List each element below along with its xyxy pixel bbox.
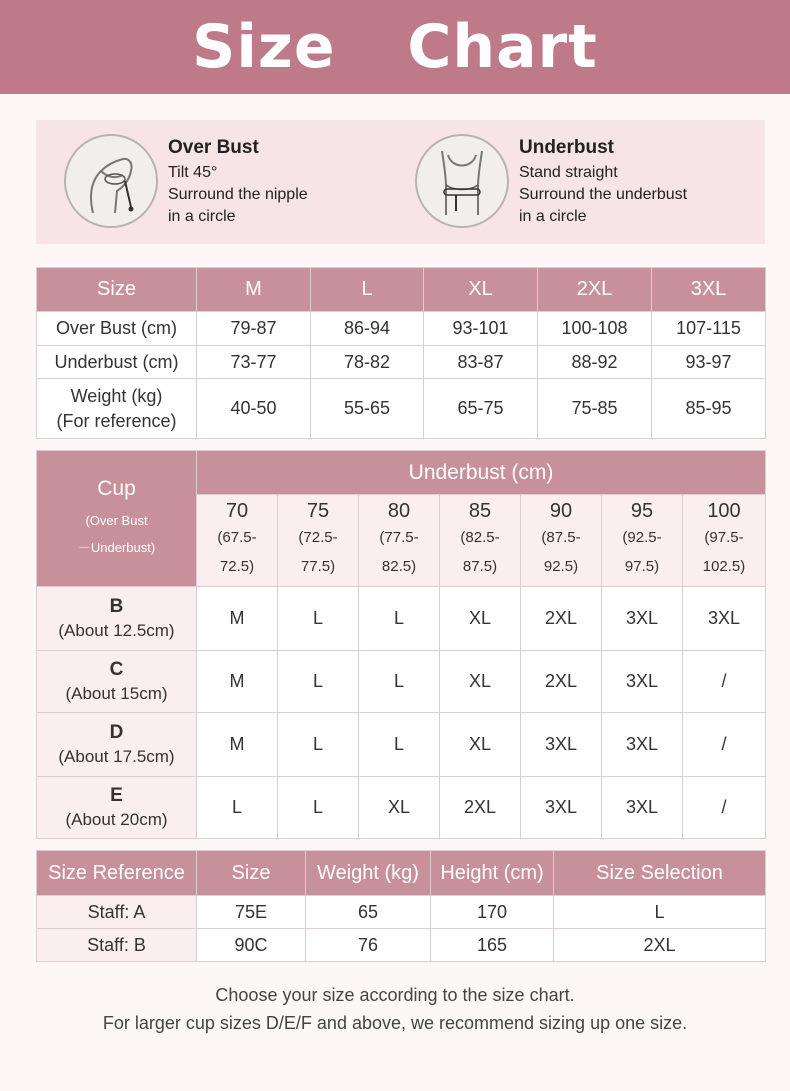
table-cell: 73-77 <box>197 346 311 379</box>
table-cell: 170 <box>431 896 554 929</box>
table-cell: 2XL <box>554 929 766 962</box>
table-cell: 75E <box>197 896 306 929</box>
table-cell: XL <box>440 713 521 777</box>
table-cell: 2XL <box>440 777 521 839</box>
table-row <box>37 379 766 439</box>
cup-label <box>37 713 197 777</box>
cup-subtitle-2: －Underbust) <box>77 539 156 555</box>
underbust-line-1: Stand straight <box>519 164 618 181</box>
underbust-col <box>359 495 440 587</box>
table-cell: / <box>683 651 766 713</box>
measurement-guide <box>36 120 765 244</box>
col-range: 77.5) <box>300 558 336 575</box>
table-header-row <box>37 851 766 896</box>
underbust-figure-icon <box>415 134 509 228</box>
header-l: L <box>311 268 424 312</box>
header-banner <box>0 0 790 94</box>
table-cell: M <box>197 651 278 713</box>
table-cell: XL <box>440 587 521 651</box>
table-cell: / <box>683 777 766 839</box>
table-cell: 3XL <box>521 713 602 777</box>
col-range: (97.5- <box>704 529 744 546</box>
col-value: 75 <box>306 500 330 522</box>
header-3xl: 3XL <box>652 268 766 312</box>
col-range: 92.5) <box>543 558 579 575</box>
col-range: (87.5- <box>541 529 581 546</box>
col-value: 80 <box>387 500 411 522</box>
table-cell: 65 <box>306 896 431 929</box>
table-cell: 90C <box>197 929 306 962</box>
footer-note-2: For larger cup sizes D/E/F and above, we recommend sizing up one size. <box>102 1013 688 1033</box>
cup-letter: C <box>109 658 124 680</box>
table-cell: / <box>683 713 766 777</box>
size-measurement-table <box>36 267 766 439</box>
underbust-line-3: in a circle <box>519 208 587 225</box>
underbust-col <box>197 495 278 587</box>
table-row <box>37 896 766 929</box>
table-cell: L <box>359 713 440 777</box>
table-cell: XL <box>359 777 440 839</box>
over-bust-line-1: Tilt 45° <box>168 164 218 181</box>
table-cell: 85-95 <box>652 379 766 439</box>
cup-note: (About 20cm) <box>65 809 168 829</box>
header-height: Height (cm) <box>431 851 554 896</box>
table-row <box>37 929 766 962</box>
page-title: Size Chart <box>192 12 598 82</box>
footer-note-1: Choose your size according to the size chart. <box>215 985 575 1005</box>
row-label-line-1: Weight (kg) <box>70 385 163 406</box>
col-range: (92.5- <box>622 529 662 546</box>
table-cell: 93-97 <box>652 346 766 379</box>
cup-note: (About 12.5cm) <box>58 620 175 640</box>
table-cell: 75-85 <box>538 379 652 439</box>
table-cell: 86-94 <box>311 312 424 346</box>
table-cell: 79-87 <box>197 312 311 346</box>
underbust-line-2: Surround the underbust <box>519 186 688 203</box>
table-cell: 107-115 <box>652 312 766 346</box>
table-cell: 76 <box>306 929 431 962</box>
table-cell: L <box>278 651 359 713</box>
cup-note: (About 15cm) <box>65 683 168 703</box>
cup-label <box>37 777 197 839</box>
table-cell: 3XL <box>521 777 602 839</box>
table-row <box>37 777 766 839</box>
header-2xl: 2XL <box>538 268 652 312</box>
table-row <box>37 346 766 379</box>
row-label: Underbust (cm) <box>37 346 197 379</box>
underbust-title: Underbust <box>519 137 614 158</box>
underbust-col <box>683 495 766 587</box>
table-cell: M <box>197 713 278 777</box>
table-cell: L <box>359 651 440 713</box>
table-cell: 3XL <box>602 777 683 839</box>
col-range: 82.5) <box>381 558 417 575</box>
col-range: (82.5- <box>460 529 500 546</box>
cup-size-table <box>36 450 766 839</box>
table-cell: 93-101 <box>424 312 538 346</box>
col-range: 87.5) <box>462 558 498 575</box>
table-cell: L <box>278 587 359 651</box>
cup-letter: E <box>110 784 123 806</box>
col-range: (67.5- <box>217 529 257 546</box>
over-bust-line-2: Surround the nipple <box>168 186 308 203</box>
table-cell: 2XL <box>521 651 602 713</box>
table-cell: Staff: B <box>37 929 197 962</box>
header-size-reference: Size Reference <box>37 851 197 896</box>
table-cell: 2XL <box>521 587 602 651</box>
table-cell: L <box>554 896 766 929</box>
cup-label <box>37 587 197 651</box>
col-range: 102.5) <box>702 558 746 575</box>
row-label: Over Bust (cm) <box>37 312 197 346</box>
over-bust-figure-icon <box>64 134 158 228</box>
table-cell: 3XL <box>602 587 683 651</box>
table-cell: 3XL <box>602 651 683 713</box>
header-size: Size <box>197 851 306 896</box>
table-cell: 65-75 <box>424 379 538 439</box>
row-label <box>37 379 197 439</box>
table-cell: M <box>197 587 278 651</box>
header-size-selection: Size Selection <box>554 851 766 896</box>
table-cell: 3XL <box>602 713 683 777</box>
col-value: 85 <box>468 500 492 522</box>
table-header-row <box>37 451 766 495</box>
cup-letter: B <box>109 595 124 617</box>
table-cell: 78-82 <box>311 346 424 379</box>
header-weight: Weight (kg) <box>306 851 431 896</box>
underbust-col <box>602 495 683 587</box>
table-cell: L <box>197 777 278 839</box>
table-cell: 100-108 <box>538 312 652 346</box>
underbust-col <box>521 495 602 587</box>
cup-letter: D <box>109 721 124 743</box>
over-bust-line-3: in a circle <box>168 208 236 225</box>
table-header-row <box>37 268 766 312</box>
table-cell: L <box>278 713 359 777</box>
header-xl: XL <box>424 268 538 312</box>
col-range: (77.5- <box>379 529 419 546</box>
table-cell: 88-92 <box>538 346 652 379</box>
table-row <box>37 713 766 777</box>
cup-title: Cup <box>97 476 136 500</box>
table-row <box>37 587 766 651</box>
table-cell: 83-87 <box>424 346 538 379</box>
col-value: 100 <box>707 500 741 522</box>
col-value: 70 <box>225 500 249 522</box>
header-m: M <box>197 268 311 312</box>
col-range: (72.5- <box>298 529 338 546</box>
col-range: 72.5) <box>219 558 255 575</box>
over-bust-title: Over Bust <box>168 137 259 158</box>
table-row <box>37 651 766 713</box>
table-cell: 165 <box>431 929 554 962</box>
underbust-col <box>278 495 359 587</box>
cup-note: (About 17.5cm) <box>58 746 175 766</box>
table-row <box>37 312 766 346</box>
size-reference-table <box>36 850 766 962</box>
table-cell: Staff: A <box>37 896 197 929</box>
cup-subtitle-1: (Over Bust <box>85 512 148 528</box>
over-bust-guide <box>64 134 308 228</box>
table-cell: L <box>278 777 359 839</box>
table-cell: 55-65 <box>311 379 424 439</box>
table-cell: L <box>359 587 440 651</box>
col-range: 97.5) <box>624 558 660 575</box>
underbust-col <box>440 495 521 587</box>
table-cell: 40-50 <box>197 379 311 439</box>
table-cell: 3XL <box>683 587 766 651</box>
underbust-guide <box>415 134 687 228</box>
row-label-line-2: (For reference) <box>56 410 177 431</box>
col-value: 95 <box>630 500 654 522</box>
cup-label <box>37 651 197 713</box>
cup-header <box>37 451 197 587</box>
table-cell: XL <box>440 651 521 713</box>
header-size: Size <box>37 268 197 312</box>
col-value: 90 <box>549 500 573 522</box>
underbust-header: Underbust (cm) <box>197 451 766 495</box>
